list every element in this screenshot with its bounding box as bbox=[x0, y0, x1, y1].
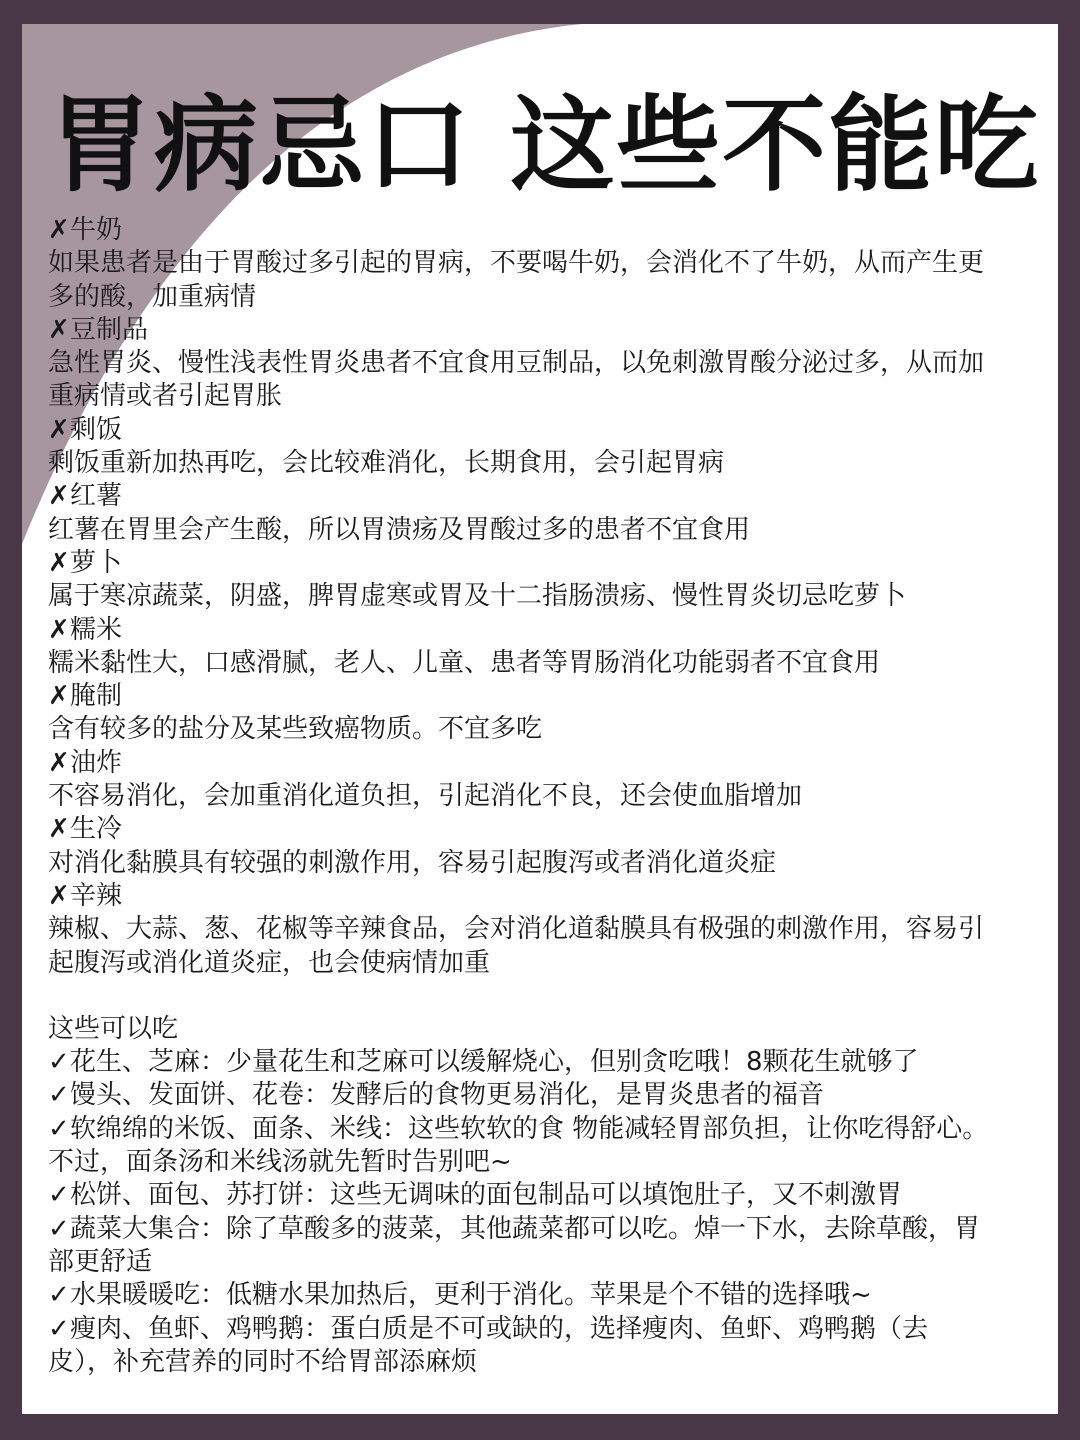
check-mark-icon: ✓ bbox=[48, 1080, 70, 1111]
can-eat-text: 松饼、面包、苏打饼：这些无调味的面包制品可以填饱肚子，又不刺激胃 bbox=[70, 1180, 903, 1211]
section-spacer bbox=[48, 980, 1038, 1013]
avoid-item-description: 红薯在胃里会产生酸，所以胃溃疡及胃酸过多的患者不宜食用 bbox=[48, 514, 751, 545]
cross-mark-icon: ✗ bbox=[48, 215, 70, 245]
avoid-item-heading bbox=[48, 747, 1038, 780]
avoid-item-name: 剩饭 bbox=[70, 414, 123, 445]
avoid-item-heading bbox=[48, 547, 1038, 580]
avoid-item-name: 红薯 bbox=[70, 481, 123, 512]
can-eat-item bbox=[48, 1046, 1038, 1079]
avoid-item-heading bbox=[48, 414, 1038, 447]
can-eat-item bbox=[48, 1113, 1038, 1146]
can-eat-item: 部更舒适 bbox=[48, 1246, 153, 1277]
avoid-item-description: 属于寒凉蔬菜，阴盛，脾胃虚寒或胃及十二指肠溃疡、慢性胃炎切忌吃萝卜 bbox=[48, 581, 907, 612]
avoid-item-heading bbox=[48, 880, 1038, 913]
cross-mark-icon: ✗ bbox=[48, 481, 70, 512]
check-mark-icon: ✓ bbox=[48, 1280, 70, 1311]
can-eat-item bbox=[48, 1079, 1038, 1112]
paper-sheet bbox=[22, 24, 1058, 1414]
avoid-item-description: 辣椒、大蒜、葱、花椒等辛辣食品，会对消化道黏膜具有极强的刺激作用，容易引 bbox=[48, 914, 985, 945]
avoid-item-heading bbox=[48, 680, 1038, 713]
can-eat-item bbox=[48, 1313, 1038, 1346]
can-eat-item bbox=[48, 1179, 1038, 1212]
avoid-item-description: 含有较多的盐分及某些致癌物质。不宜多吃 bbox=[48, 714, 543, 745]
can-eat-text: 馒头、发面饼、花卷：发酵后的食物更易消化，是胃炎患者的福音 bbox=[70, 1080, 825, 1111]
cross-mark-icon: ✗ bbox=[48, 314, 70, 345]
item-list bbox=[48, 214, 1038, 1379]
avoid-item-description: 重病情或者引起胃胀 bbox=[48, 381, 283, 412]
avoid-item-name: 油炸 bbox=[70, 747, 123, 778]
can-eat-item: 不过，面条汤和米线汤就先暂时告别吧~ bbox=[48, 1147, 512, 1178]
avoid-item-description: 多的酸，加重病情 bbox=[48, 281, 257, 312]
avoid-item-heading bbox=[48, 314, 1038, 347]
can-eat-text: 蔬菜大集合：除了草酸多的菠菜，其他蔬菜都可以吃。焯一下水，去除草酸，胃 bbox=[70, 1213, 981, 1244]
avoid-item-description: 糯米黏性大，口感滑腻，老人、儿童、患者等胃肠消化功能弱者不宜食用 bbox=[48, 647, 881, 678]
avoid-item-name: 生冷 bbox=[70, 814, 123, 845]
avoid-item-description: 如果患者是由于胃酸过多引起的胃病，不要喝牛奶，会消化不了牛奶，从而产生更 bbox=[48, 248, 985, 279]
avoid-item-description: 不容易消化，会加重消化道负担，引起消化不良，还会使血脂增加 bbox=[48, 781, 803, 812]
can-eat-text: 软绵绵的米饭、面条、米线：这些软软的食 物能减轻胃部负担，让你吃得舒心。 bbox=[70, 1113, 989, 1144]
can-eat-heading: 这些可以吃 bbox=[48, 1013, 179, 1044]
cross-mark-icon: ✗ bbox=[48, 614, 70, 645]
check-mark-icon: ✓ bbox=[48, 1213, 70, 1244]
cross-mark-icon: ✗ bbox=[48, 681, 70, 712]
page-title: 胃病忌口 这些不能吃 bbox=[48, 84, 1041, 206]
cross-mark-icon: ✗ bbox=[48, 814, 70, 845]
avoid-item-name: 萝卜 bbox=[70, 547, 123, 578]
can-eat-text: 花生、芝麻：少量花生和芝麻可以缓解烧心，但别贪吃哦！8颗花生就够了 bbox=[70, 1047, 919, 1078]
avoid-item-name: 糯米 bbox=[70, 614, 123, 645]
can-eat-item bbox=[48, 1279, 1038, 1312]
cross-mark-icon: ✗ bbox=[48, 547, 70, 578]
avoid-item-description: 起腹泻或消化道炎症，也会使病情加重 bbox=[48, 947, 491, 978]
can-eat-text: 水果暖暖吃：低糖水果加热后，更利于消化。苹果是个不错的选择哦~ bbox=[70, 1280, 872, 1311]
check-mark-icon: ✓ bbox=[48, 1180, 70, 1211]
can-eat-item: 皮），补充营养的同时不给胃部添麻烦 bbox=[48, 1346, 478, 1377]
avoid-item-name: 腌制 bbox=[70, 681, 123, 712]
avoid-item-heading bbox=[48, 813, 1038, 846]
can-eat-text: 瘦肉、鱼虾、鸡鸭鹅：蛋白质是不可或缺的，选择瘦肉、鱼虾、鸡鸭鹅（去 bbox=[70, 1313, 929, 1344]
check-mark-icon: ✓ bbox=[48, 1047, 70, 1078]
cross-mark-icon: ✗ bbox=[48, 414, 70, 445]
avoid-item-name: 豆制品 bbox=[70, 314, 149, 345]
avoid-item-name: 辛辣 bbox=[70, 880, 123, 911]
can-eat-item bbox=[48, 1213, 1038, 1246]
content-area bbox=[48, 24, 1041, 1379]
avoid-item-description: 急性胃炎、慢性浅表性胃炎患者不宜食用豆制品，以免刺激胃酸分泌过多，从而加 bbox=[48, 348, 985, 379]
avoid-item-heading bbox=[48, 214, 1038, 247]
check-mark-icon: ✓ bbox=[48, 1113, 70, 1144]
avoid-item-heading bbox=[48, 480, 1038, 513]
cross-mark-icon: ✗ bbox=[48, 880, 70, 911]
avoid-item-description: 对消化黏膜具有较强的刺激作用，容易引起腹泻或者消化道炎症 bbox=[48, 847, 777, 878]
avoid-item-name: 牛奶 bbox=[70, 215, 123, 245]
check-mark-icon: ✓ bbox=[48, 1313, 70, 1344]
avoid-item-heading bbox=[48, 614, 1038, 647]
cross-mark-icon: ✗ bbox=[48, 747, 70, 778]
avoid-item-description: 剩饭重新加热再吃，会比较难消化，长期食用，会引起胃病 bbox=[48, 448, 725, 479]
